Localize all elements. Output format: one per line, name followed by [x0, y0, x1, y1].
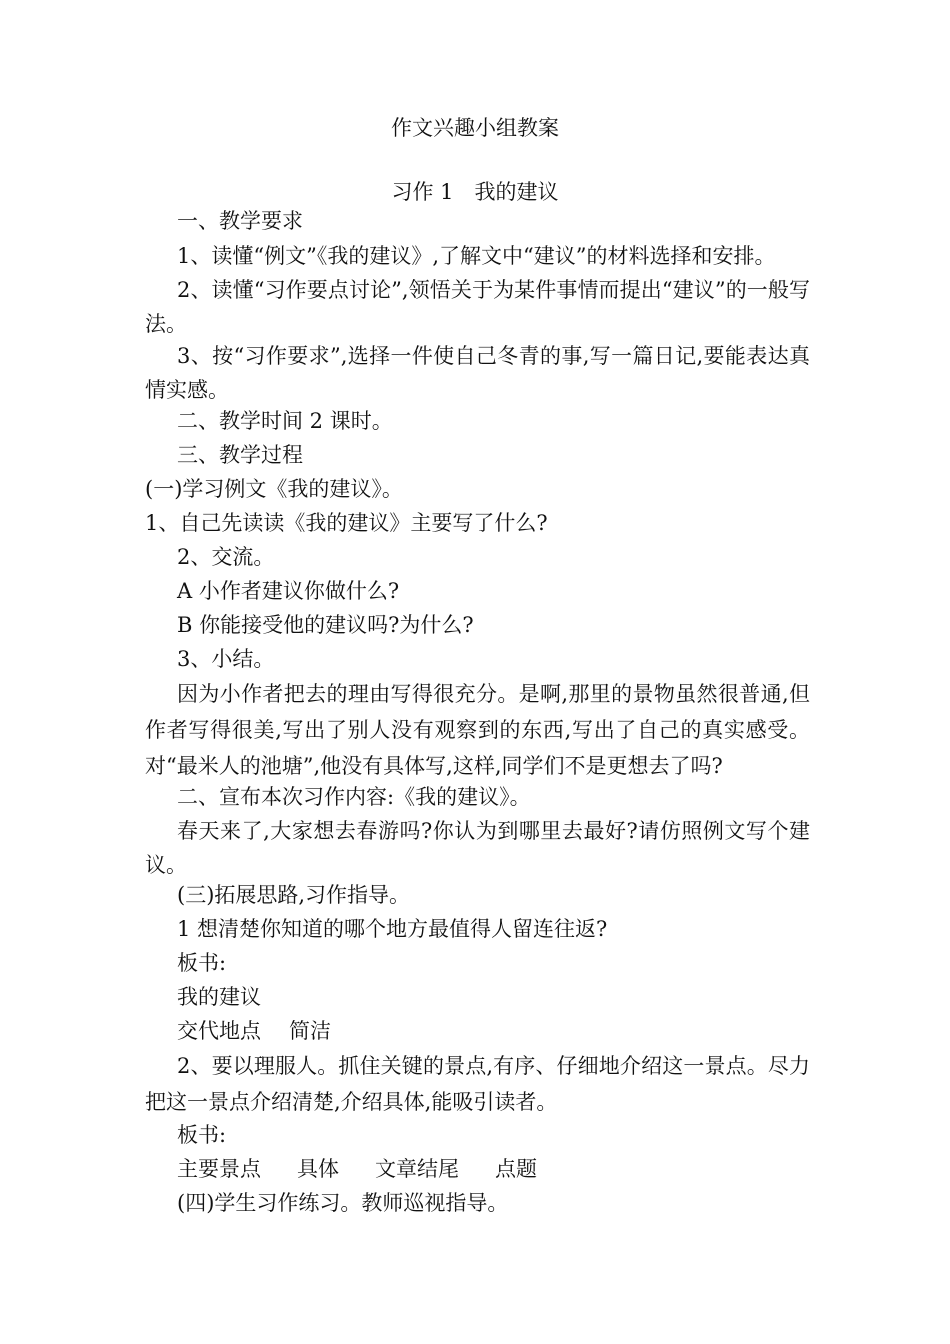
- step-1-item-a: A 小作者建议你做什么?: [177, 579, 400, 603]
- step-1-heading: (一)学习例文《我的建议》。: [145, 477, 403, 501]
- board-2-item-specific: 具体: [297, 1157, 339, 1181]
- board-1-line-1: 我的建议: [177, 985, 261, 1009]
- step-1-item-b: B 你能接受他的建议吗?为什么?: [177, 613, 474, 637]
- section-heading-process: 三、教学过程: [177, 443, 303, 467]
- requirement-2: 2、读懂“习作要点讨论”,领悟关于为某件事情而提出“建议”的一般写法。: [145, 278, 810, 336]
- step-4-heading: (四)学生习作练习。教师巡视指导。: [177, 1191, 509, 1215]
- board-1-item-concise: 简洁: [289, 1019, 331, 1043]
- requirement-3: 3、按“习作要求”,选择一件使自己冬青的事,写一篇日记,要能表达真情实感。: [145, 344, 810, 402]
- step-3-item-1: 1 想清楚你知道的哪个地方最值得人留连往返?: [177, 917, 608, 941]
- board-label-1: 板书:: [177, 951, 227, 975]
- board-2-item-ending: 文章结尾: [375, 1157, 459, 1181]
- step-3-item-2: 2、要以理服人。抓住关键的景点,有序、仔细地介绍这一景点。尽力把这一景点介绍清楚,介绍具体,能吸引读者。: [145, 1054, 810, 1114]
- step-1-item-2: 2、交流。: [177, 545, 275, 569]
- step-1-item-3: 3、小结。: [177, 647, 275, 671]
- requirement-1: 1、读懂“例文”《我的建议》,了解文中“建议”的材料选择和安排。: [177, 244, 776, 268]
- board-2-item-theme: 点题: [495, 1157, 537, 1181]
- step-3-heading: (三)拓展思路,习作指导。: [177, 883, 411, 907]
- board-2-line: [177, 1152, 537, 1186]
- section-heading-time: 二、教学时间 2 课时。: [177, 409, 393, 433]
- board-1-line-2: [177, 1014, 331, 1048]
- document-subtitle: 习作 1 我的建议: [391, 180, 559, 204]
- board-1-item-location: 交代地点: [177, 1019, 261, 1043]
- document-title: 作文兴趣小组教案: [391, 116, 559, 140]
- step-1-item-1: 1、自己先读读《我的建议》主要写了什么?: [145, 511, 548, 535]
- step-2-text: 春天来了,大家想去春游吗?你认为到哪里去最好?请仿照例文写个建议。: [145, 819, 810, 877]
- step-2-heading: 二、宣布本次习作内容:《我的建议》。: [177, 785, 531, 809]
- section-heading-requirements: 一、教学要求: [177, 209, 303, 233]
- summary-paragraph: 因为小作者把去的理由写得很充分。是啊,那里的景物虽然很普通,但作者写得很美,写出了别人没有观察到的东西,写出了自己的真实感受。对“最米人的池塘”,他没有具体写,这样,同学们不是更想去了吗?: [145, 682, 810, 778]
- board-label-2: 板书:: [177, 1123, 227, 1147]
- board-2-item-main-spot: 主要景点: [177, 1157, 261, 1181]
